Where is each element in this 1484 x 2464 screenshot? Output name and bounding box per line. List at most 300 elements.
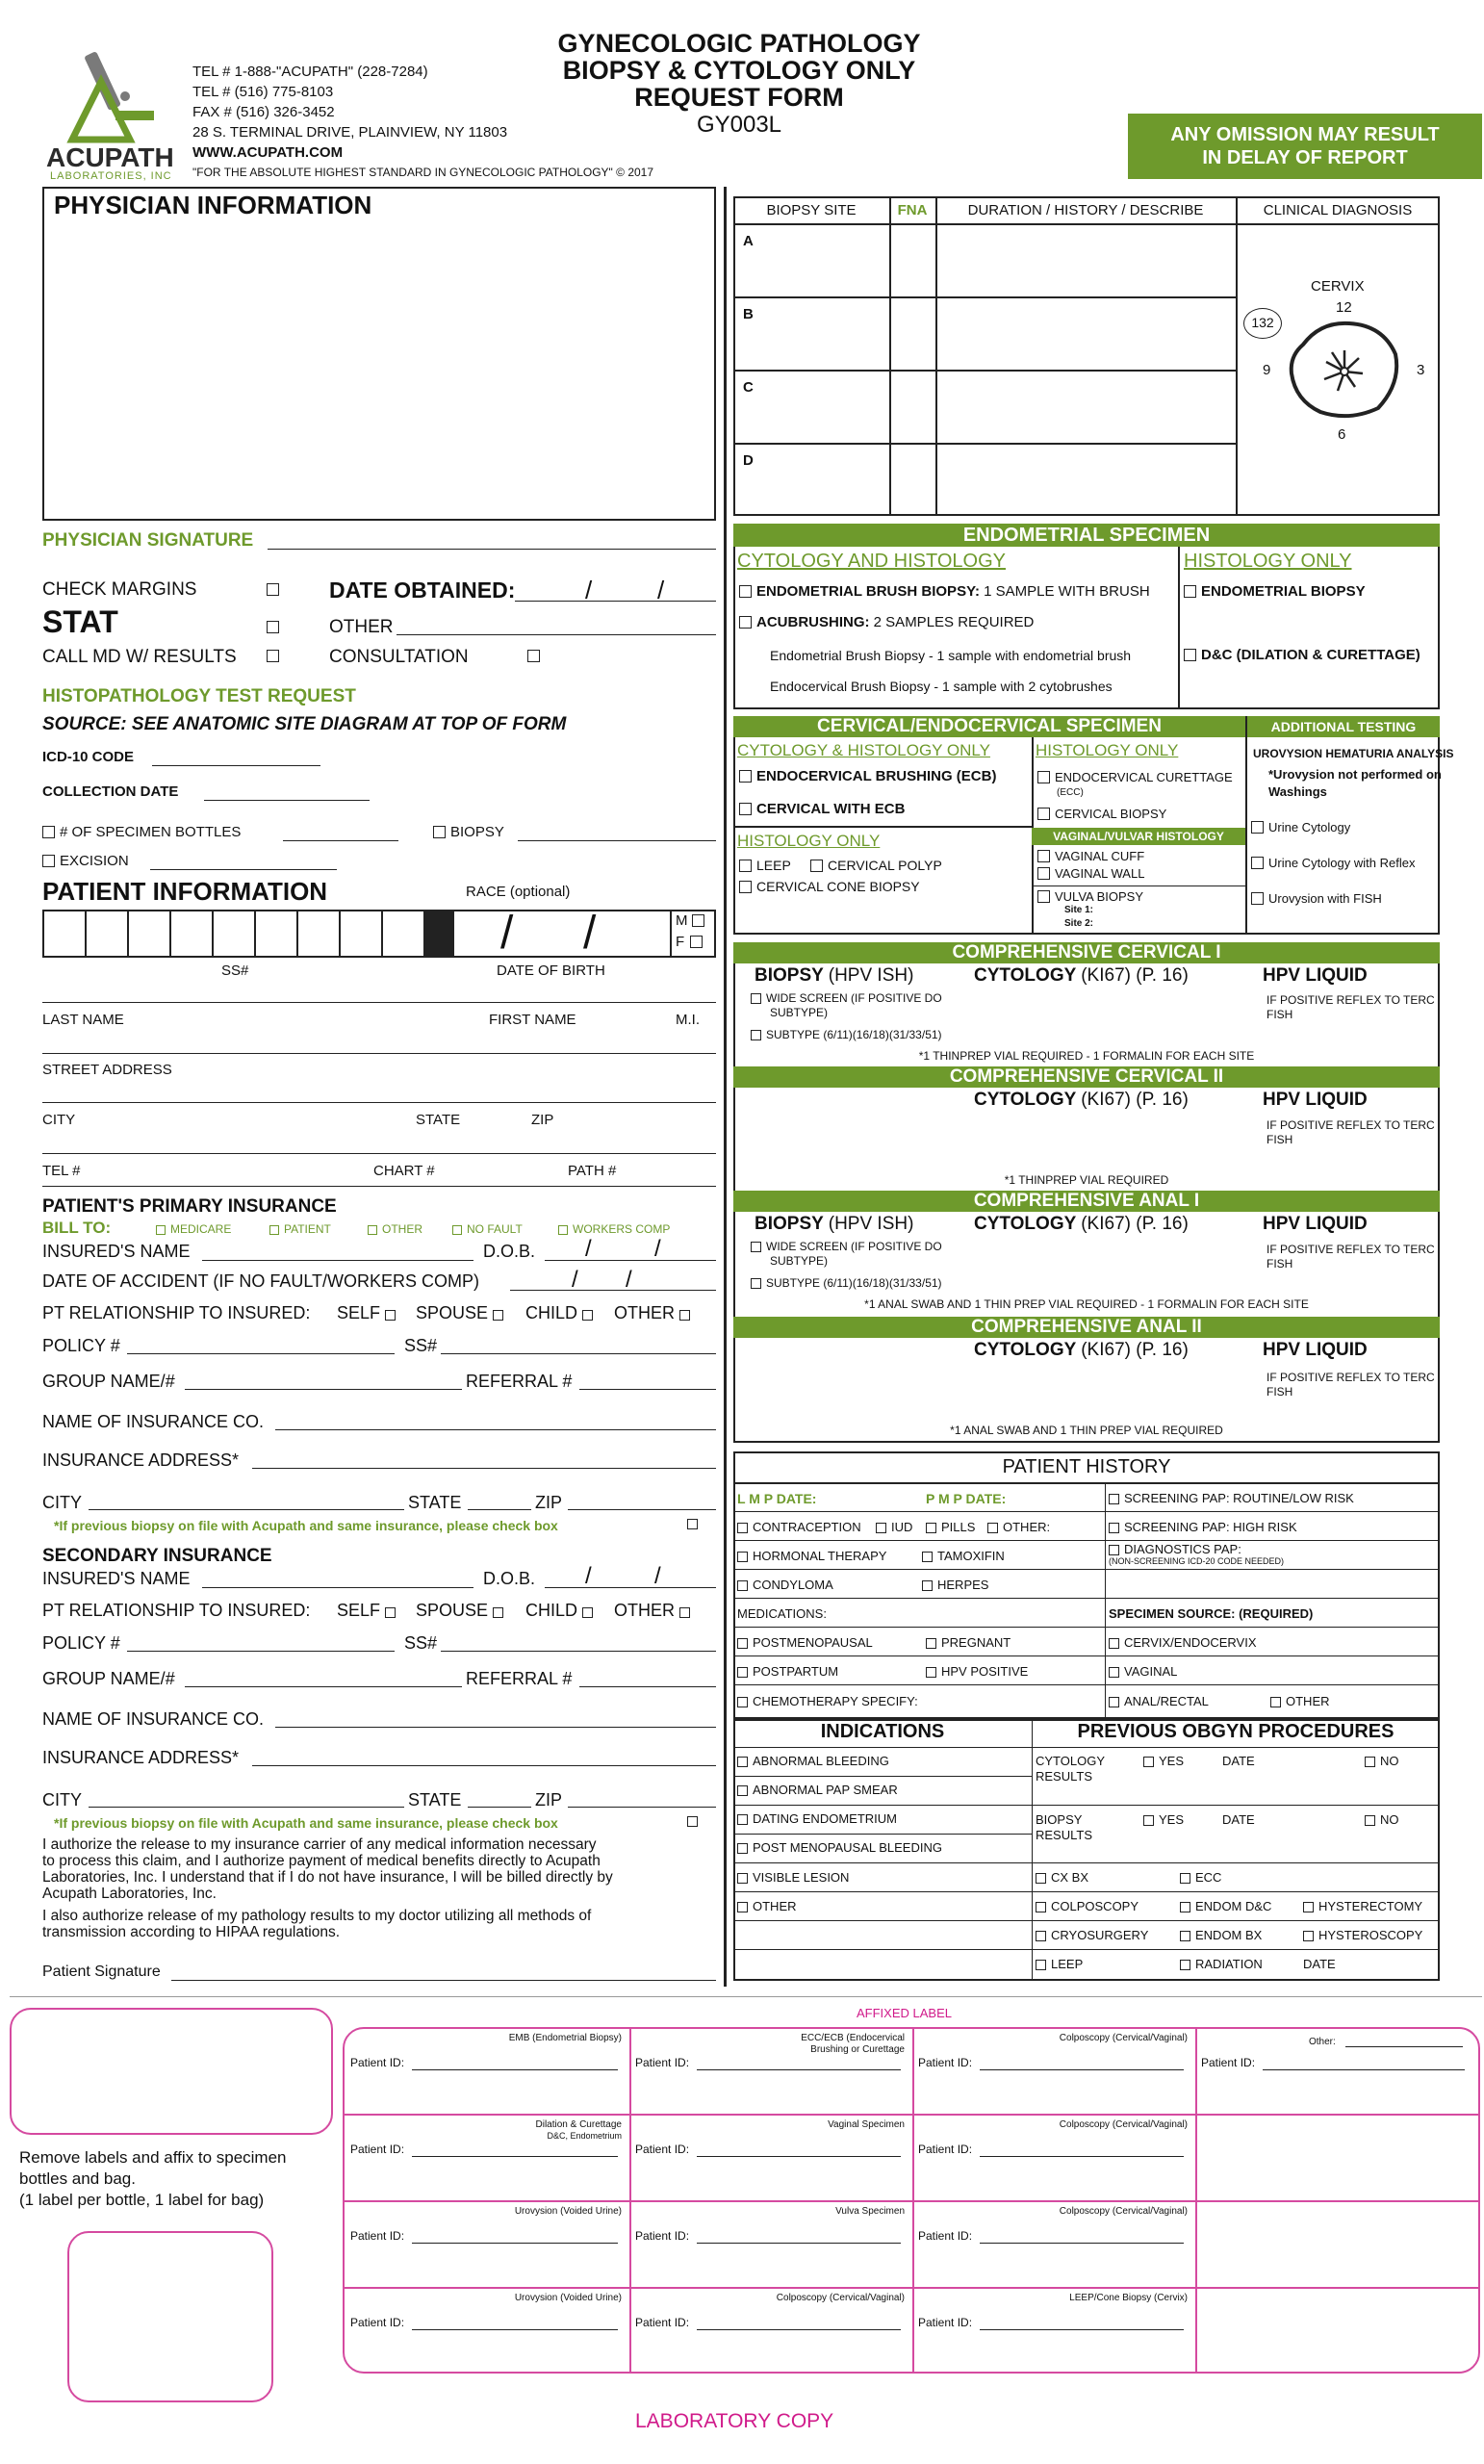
date-obtained-line[interactable] [515,601,716,602]
ind-dating-checkbox[interactable] [737,1814,748,1825]
a2-cyto-sub: (KI67) (P. 16) [1081,1340,1189,1360]
sec-city-line[interactable] [89,1807,404,1808]
omission-line-1: ANY OMISSION MAY RESULT [1170,124,1440,145]
sec-child-label: CHILD [525,1601,578,1620]
sec-insurance-address-line[interactable] [252,1765,716,1766]
biopsy-checkbox[interactable] [433,826,446,838]
address: 28 S. TERMINAL DRIVE, PLAINVIEW, NY 11803 [192,124,508,141]
c1-cyto: CYTOLOGY [974,965,1076,986]
sec-insured-name-line[interactable] [202,1587,473,1588]
acubrush-checkbox[interactable] [739,616,752,629]
polyp-label: CERVICAL POLYP [828,858,942,873]
website: WWW.ACUPATH.COM [192,144,344,161]
curettage-checkbox[interactable] [1037,771,1050,783]
endom-bx: ENDOM BX [1195,1928,1263,1942]
a2-reflex-2: FISH [1267,1385,1293,1399]
pid-r2c1-line[interactable] [412,2156,618,2157]
uro-fish-checkbox[interactable] [1251,892,1264,905]
a2-note: *1 ANAL SWAB AND 1 THIN PREP VIAL REQUIRED [950,1424,1223,1437]
row-c: C [743,379,754,396]
zip-label: ZIP [531,1112,554,1128]
dob-label: DATE OF BIRTH [497,962,605,979]
acubrush-sub: 2 SAMPLES REQUIRED [873,614,1035,630]
date-slash-1: / [585,576,593,604]
cryo-checkbox[interactable] [1036,1931,1046,1941]
vulva-label: VULVA BIOPSY [1055,889,1144,904]
a1-cyto: CYTOLOGY [974,1214,1076,1234]
tamoxifin-checkbox[interactable] [922,1552,933,1562]
chemo-checkbox[interactable] [737,1697,748,1707]
iud-checkbox[interactable] [876,1523,886,1533]
sec-spouse-checkbox[interactable] [493,1607,503,1618]
accident-label: DATE OF ACCIDENT (IF NO FAULT/WORKERS COMP) [42,1271,480,1291]
sec-insurance-co-line[interactable] [275,1727,716,1728]
other-bill-label: OTHER [382,1222,422,1236]
insured-dob-label: D.O.B. [483,1242,536,1261]
cerv-histo-only-title-2: HISTOLOGY ONLY [1036,741,1179,759]
sec-child-checkbox[interactable] [582,1607,593,1618]
colpo-checkbox[interactable] [1036,1902,1046,1912]
vaginal-wall-label: VAGINAL WALL [1055,866,1145,881]
a1-biopsy-sub: (HPV ISH) [828,1214,914,1234]
a1-reflex-2: FISH [1267,1257,1293,1270]
radiation-checkbox[interactable] [1180,1960,1190,1970]
auth-line-5: I also authorize release of my pathology results to my doctor utilizing all methods of [42,1908,592,1924]
postmeno-checkbox[interactable] [737,1638,748,1649]
ins-city-label: CITY [42,1493,83,1512]
pills-checkbox[interactable] [926,1523,936,1533]
ecc-checkbox[interactable] [1180,1873,1190,1884]
other-bill-checkbox[interactable] [368,1225,377,1235]
mi-label: M.I. [676,1012,700,1028]
logo-subtitle: LABORATORIES, INC [50,170,172,182]
ind-abnormal-pap: ABNORMAL PAP SMEAR [753,1783,898,1797]
sec-ss-line[interactable] [441,1651,716,1652]
street-label: STREET ADDRESS [42,1062,172,1078]
sec-referral-label: REFERRAL # [466,1669,573,1688]
a1-subtype-checkbox[interactable] [751,1278,761,1289]
with-ecb-label: CERVICAL WITH ECB [756,801,906,817]
path-label: PATH # [568,1163,617,1179]
postmeno-label: POSTMENOPAUSAL [753,1635,873,1650]
sec-zip-line[interactable] [568,1807,716,1808]
obgyn-cyto-label: CYTOLOGY [1036,1754,1106,1768]
affixed-label-title: AFFIXED LABEL [857,2006,952,2020]
slash: / [626,1267,632,1293]
procedure-date: DATE [1303,1957,1336,1971]
other-rel-checkbox[interactable] [679,1310,690,1321]
source-note: SOURCE: SEE ANATOMIC SITE DIAGRAM AT TOP OF FORM [42,714,567,734]
cone-label: CERVICAL CONE BIOPSY [756,879,920,894]
city-line[interactable] [42,1102,716,1103]
group-line[interactable] [185,1389,462,1390]
pid-r3c2: Patient ID: [635,2229,690,2243]
pid-r1c3-line[interactable] [980,2069,1184,2070]
endocervical-brush-note: Endocervical Brush Biopsy - 1 sample with 2 cytobrushes [770,679,1113,694]
insurance-co-line[interactable] [275,1429,716,1430]
ins-state-label: STATE [408,1493,462,1512]
vaginal-checkbox[interactable] [1109,1667,1119,1678]
ins-zip-line[interactable] [568,1509,716,1510]
bottles-label: # OF SPECIMEN BOTTLES [60,824,242,840]
sec-referral-line[interactable] [579,1686,716,1687]
leep-checkbox[interactable] [739,860,752,872]
first-name-label: FIRST NAME [489,1012,576,1028]
vaginal-cuff-checkbox[interactable] [1037,850,1050,862]
race-label: RACE (optional) [466,884,571,900]
cyto-yes-checkbox[interactable] [1143,1757,1154,1767]
source-other-checkbox[interactable] [1270,1697,1281,1707]
uro-fish-label: Urovysion with FISH [1268,891,1382,906]
hpv-positive-checkbox[interactable] [926,1667,936,1678]
diagnostics-checkbox[interactable] [1109,1545,1119,1555]
insured-dob-line[interactable] [545,1260,716,1261]
cervix-endo-checkbox[interactable] [1109,1638,1119,1649]
c1-subtype-checkbox[interactable] [751,1030,761,1040]
slash: / [572,1267,578,1293]
a1-wide-checkbox[interactable] [751,1242,761,1252]
ind-other-checkbox[interactable] [737,1902,748,1912]
pid-r4c3: Patient ID: [918,2316,973,2329]
sec-city-label: CITY [42,1790,83,1810]
auth-line-1: I authorize the release to my insurance carrier of any medical information necessary [42,1836,597,1853]
contraception-checkbox[interactable] [737,1523,748,1533]
ecc-proc: ECC [1195,1870,1222,1885]
herpes-label: HERPES [937,1578,989,1592]
lbl-other: Other: [1309,2037,1336,2047]
check-margins-checkbox[interactable] [267,583,279,596]
postpartum-label: POSTPARTUM [753,1664,839,1679]
cervix-12: 12 [1336,299,1352,316]
dc-label: D&C (DILATION & CURETTAGE) [1201,647,1420,663]
urine-cyto-checkbox[interactable] [1251,821,1264,834]
check-margins-label: CHECK MARGINS [42,579,197,600]
ind-post-meno-checkbox[interactable] [737,1843,748,1854]
vaginal-label: VAGINAL [1124,1664,1178,1679]
c1-hpv: HPV LIQUID [1263,965,1368,986]
cervix-6: 6 [1338,426,1346,443]
histopathology-title: HISTOPATHOLOGY TEST REQUEST [42,686,356,706]
ins-city-line[interactable] [89,1509,404,1510]
other-rel-label: OTHER [614,1303,675,1322]
child-checkbox[interactable] [582,1310,593,1321]
icd10-line[interactable] [152,765,320,766]
comp-anal-1-title: COMPREHENSIVE ANAL I [733,1191,1440,1212]
sec-state-line[interactable] [468,1807,531,1808]
site2-label: Site 2: [1064,918,1094,929]
pills-label: PILLS [941,1520,976,1534]
hysterectomy-checkbox[interactable] [1303,1902,1314,1912]
screen-high-checkbox[interactable] [1109,1523,1119,1533]
icd10-label: ICD-10 CODE [42,749,135,765]
cervix-diagram-icon[interactable] [1282,316,1407,426]
medicare-checkbox[interactable] [156,1225,166,1235]
slash: / [654,1563,661,1589]
policy-line[interactable] [127,1353,395,1354]
tel-main: TEL # 1-888-"ACUPATH" (228-7284) [192,64,428,80]
slash: / [654,1236,661,1262]
female-checkbox[interactable] [690,936,703,948]
policy-ss-line[interactable] [441,1353,716,1354]
street-line[interactable] [42,1053,716,1054]
diagnostics-label: DIAGNOSTICS PAP: [1124,1542,1241,1556]
obgyn-biopsy-results: RESULTS [1036,1828,1092,1842]
a1-biopsy: BIOPSY [755,1214,824,1234]
a2-cyto: CYTOLOGY [974,1340,1076,1360]
biopsy-label: BIOPSY [450,824,504,840]
urine-reflex-checkbox[interactable] [1251,857,1264,869]
other-line[interactable] [397,634,716,635]
leep-label: LEEP [756,858,791,873]
ins-zip-label: ZIP [535,1493,563,1512]
vaginal-wall-checkbox[interactable] [1037,867,1050,880]
insurance-address-line[interactable] [252,1468,716,1469]
cx-bx: CX BX [1051,1870,1089,1885]
pid-r2c2-line[interactable] [697,2156,901,2157]
pid-r3c2-line[interactable] [697,2243,901,2244]
sec-self-label: SELF [337,1601,381,1620]
hysterectomy: HYSTERECTOMY [1318,1899,1423,1913]
date-slash-2: / [657,576,665,604]
auth-line-3: Laboratories, Inc. I understand that if I do not have insurance, I will be billed directly by [42,1869,613,1886]
excision-checkbox[interactable] [42,855,55,867]
ecb-checkbox[interactable] [739,770,752,783]
ind-dating: DATING ENDOMETRIUM [753,1811,897,1826]
remove-note-3: (1 label per bottle, 1 label for bag) [19,2191,265,2209]
pid-r3c3-line[interactable] [980,2243,1184,2244]
label-divider [10,1996,1482,1997]
ind-abnormal-pap-checkbox[interactable] [737,1785,748,1796]
pid-r4c2-line[interactable] [697,2329,901,2330]
endo-biopsy-checkbox[interactable] [1184,585,1196,598]
polyp-checkbox[interactable] [810,860,823,872]
pid-r2c3-line[interactable] [980,2156,1184,2157]
additional-testing-title: ADDITIONAL TESTING [1247,716,1440,737]
c1-reflex-1: IF POSITIVE REFLEX TO TERC [1267,993,1435,1007]
colpo: COLPOSCOPY [1051,1899,1139,1913]
c2-hpv: HPV LIQUID [1263,1090,1368,1110]
label-slot-1[interactable] [10,2008,333,2135]
header-biopsy-site: BIOPSY SITE [766,202,857,218]
pregnant-checkbox[interactable] [926,1638,936,1649]
pid-r1c2-line[interactable] [697,2069,901,2070]
endo-histo-only-title: HISTOLOGY ONLY [1184,551,1352,572]
sec-prev-biopsy-checkbox[interactable] [687,1816,698,1827]
hormonal-checkbox[interactable] [737,1552,748,1562]
pmp-label: P M P DATE: [926,1491,1007,1506]
vulva-checkbox[interactable] [1037,890,1050,903]
consultation-checkbox[interactable] [527,650,540,662]
c2-cyto: CYTOLOGY [974,1090,1076,1110]
leep-proc-checkbox[interactable] [1036,1960,1046,1970]
hormonal-label: HORMONAL THERAPY [753,1549,887,1563]
c1-wide-checkbox[interactable] [751,993,761,1004]
pid-r3c1-line[interactable] [412,2243,618,2244]
c2-reflex-2: FISH [1267,1133,1293,1146]
acubrush-label: ACUBRUSHING: [756,614,870,630]
ss-boxes[interactable] [42,910,716,958]
biopsy-line[interactable] [518,840,716,841]
cyto-date: DATE [1222,1754,1255,1768]
cone-checkbox[interactable] [739,881,752,893]
header-clinical-diagnosis: CLINICAL DIAGNOSIS [1263,202,1413,218]
pid-r2c2: Patient ID: [635,2143,690,2156]
obgyn-cyto-results: RESULTS [1036,1769,1092,1784]
patient-signature-line[interactable] [171,1980,716,1981]
name-line[interactable] [42,1002,716,1003]
screen-routine-checkbox[interactable] [1109,1494,1119,1504]
pid-r1c4-line[interactable] [1263,2069,1465,2070]
pid-r2c1: Patient ID: [350,2143,405,2156]
dob-slash-1: / [500,908,514,959]
excision-line[interactable] [150,869,337,870]
biopsy-yes-checkbox[interactable] [1143,1815,1154,1826]
pid-r3c3: Patient ID: [918,2229,973,2243]
logo-name: ACUPATH [46,142,174,172]
omission-banner [1128,114,1482,179]
row-a: A [743,233,754,249]
bottles-checkbox[interactable] [42,826,55,838]
comp-cervical-1-title: COMPREHENSIVE CERVICAL I [733,942,1440,963]
specimen-source-label: SPECIMEN SOURCE: (REQUIRED) [1109,1606,1314,1621]
stat-checkbox[interactable] [267,621,279,633]
physician-info-box[interactable] [42,187,716,521]
female-label: F [676,934,685,950]
lbl-r3c3: Colposcopy (Cervical/Vaginal) [1059,2206,1188,2217]
physician-signature-label: PHYSICIAN SIGNATURE [42,530,254,551]
referral-line[interactable] [579,1389,716,1390]
excision-label: EXCISION [60,853,129,869]
patient-bill-checkbox[interactable] [269,1225,279,1235]
condyloma-checkbox[interactable] [737,1580,748,1591]
chart-label: CHART # [373,1163,435,1179]
dc-checkbox[interactable] [1184,649,1196,661]
insured-name-label: INSURED'S NAME [42,1242,191,1261]
pid-r4c3-line[interactable] [980,2329,1184,2330]
pid-r1c1: Patient ID: [350,2056,405,2069]
hysteroscopy-checkbox[interactable] [1303,1931,1314,1941]
sec-dob-line[interactable] [545,1587,716,1588]
patient-history-title: PATIENT HISTORY [1002,1456,1171,1477]
a1-reflex-1: IF POSITIVE REFLEX TO TERC [1267,1243,1435,1256]
nofault-checkbox[interactable] [452,1225,462,1235]
prev-biopsy-note: *If previous biopsy on file with Acupath and same insurance, please check box [54,1518,558,1533]
lbl-r2c1: Dilation & Curettage [535,2119,622,2130]
self-checkbox[interactable] [385,1310,396,1321]
pid-r1c1-line[interactable] [412,2069,618,2070]
hysteroscopy: HYSTEROSCOPY [1318,1928,1423,1942]
acupath-logo-icon [58,43,164,149]
tel-line[interactable] [42,1153,716,1154]
obgyn-biopsy-label: BIOPSY [1036,1812,1083,1827]
form-title-1: GYNECOLOGIC PATHOLOGY [557,29,921,58]
contra-other-label: OTHER: [1003,1520,1051,1534]
collection-date-line[interactable] [204,800,370,801]
referral-label: REFERRAL # [466,1372,573,1391]
sec-prev-biopsy-note: *If previous biopsy on file with Acupath and same insurance, please check box [54,1815,558,1831]
with-ecb-checkbox[interactable] [739,803,752,815]
postpartum-checkbox[interactable] [737,1667,748,1678]
ecc-label: (ECC) [1057,787,1084,798]
ins-state-line[interactable] [468,1509,531,1510]
lbl-r2c1b: D&C, Endometrium [547,2131,622,2141]
date-obtained-label: DATE OBTAINED: [329,578,516,603]
endom-bx-checkbox[interactable] [1180,1931,1190,1941]
header-fna: FNA [897,202,928,218]
header-duration: DURATION / HISTORY / DESCRIBE [967,202,1204,218]
biopsy-yes: YES [1159,1812,1185,1827]
pid-r4c1: Patient ID: [350,2316,405,2329]
slash: / [585,1236,592,1262]
cerv-histo-only-title: HISTOLOGY ONLY [737,832,881,850]
male-checkbox[interactable] [692,914,704,927]
laboratory-copy: LABORATORY COPY [635,2410,834,2432]
workers-comp-checkbox[interactable] [558,1225,568,1235]
endo-brush-checkbox[interactable] [739,585,752,598]
insured-name-line[interactable] [202,1260,473,1261]
c2-cyto-sub: (KI67) (P. 16) [1081,1090,1189,1110]
comp-anal-2-title: COMPREHENSIVE ANAL II [733,1317,1440,1338]
contra-other-checkbox[interactable] [987,1523,998,1533]
ind-visible-lesion-checkbox[interactable] [737,1873,748,1884]
insurance-address-label: INSURANCE ADDRESS* [42,1450,240,1470]
herpes-checkbox[interactable] [922,1580,933,1591]
c1-reflex-2: FISH [1267,1008,1293,1021]
vaginal-cuff-label: VAGINAL CUFF [1055,849,1145,863]
c1-note: *1 THINPREP VIAL REQUIRED - 1 FORMALIN FOR EACH SITE [918,1049,1255,1063]
anal-checkbox[interactable] [1109,1697,1119,1707]
lbl-other-line[interactable] [1345,2046,1463,2047]
sec-self-checkbox[interactable] [385,1607,396,1618]
spouse-checkbox[interactable] [493,1310,503,1321]
label-slot-2[interactable] [67,2231,273,2402]
lbl-r1c2: ECC/ECB (Endocervical [801,2033,905,2043]
nofault-label: NO FAULT [467,1222,523,1236]
accident-line[interactable] [510,1290,716,1291]
lbl-r2c3: Colposcopy (Cervical/Vaginal) [1059,2119,1188,2130]
prev-biopsy-checkbox[interactable] [687,1519,698,1529]
biopsy-no-checkbox[interactable] [1365,1815,1375,1826]
call-md-checkbox[interactable] [267,650,279,662]
sec-other-checkbox[interactable] [679,1607,690,1618]
pid-r4c1-line[interactable] [412,2329,618,2330]
lbl-r2c2: Vaginal Specimen [828,2119,905,2130]
sec-group-line[interactable] [185,1686,462,1687]
auth-line-2: to process this claim, and I authorize payment of medical benefits directly to Acupath [42,1853,601,1869]
sec-state-label: STATE [408,1790,462,1810]
cryo: CRYOSURGERY [1051,1928,1149,1942]
last-name-label: LAST NAME [42,1012,124,1028]
cyto-no-checkbox[interactable] [1365,1757,1375,1767]
cx-bx-checkbox[interactable] [1036,1873,1046,1884]
screen-high-label: SCREENING PAP: HIGH RISK [1124,1520,1297,1534]
stat-label: STAT [42,604,118,639]
physician-signature-line[interactable] [268,549,716,550]
sec-policy-line[interactable] [127,1651,395,1652]
bottles-line[interactable] [283,840,398,841]
cervical-title: CERVICAL/ENDOCERVICAL SPECIMEN [733,716,1245,737]
self-label: SELF [337,1303,381,1322]
ind-visible-lesion: VISIBLE LESION [753,1870,850,1885]
collection-date-label: COLLECTION DATE [42,783,179,800]
sec-policy-label: POLICY # [42,1633,120,1653]
other-label: OTHER [329,617,394,637]
sec-insurance-address-label: INSURANCE ADDRESS* [42,1748,240,1767]
endom-dc-checkbox[interactable] [1180,1902,1190,1912]
cervical-biopsy-checkbox[interactable] [1037,808,1050,820]
ind-abnormal-bleeding-checkbox[interactable] [737,1757,748,1767]
call-md-label: CALL MD W/ RESULTS [42,647,237,667]
